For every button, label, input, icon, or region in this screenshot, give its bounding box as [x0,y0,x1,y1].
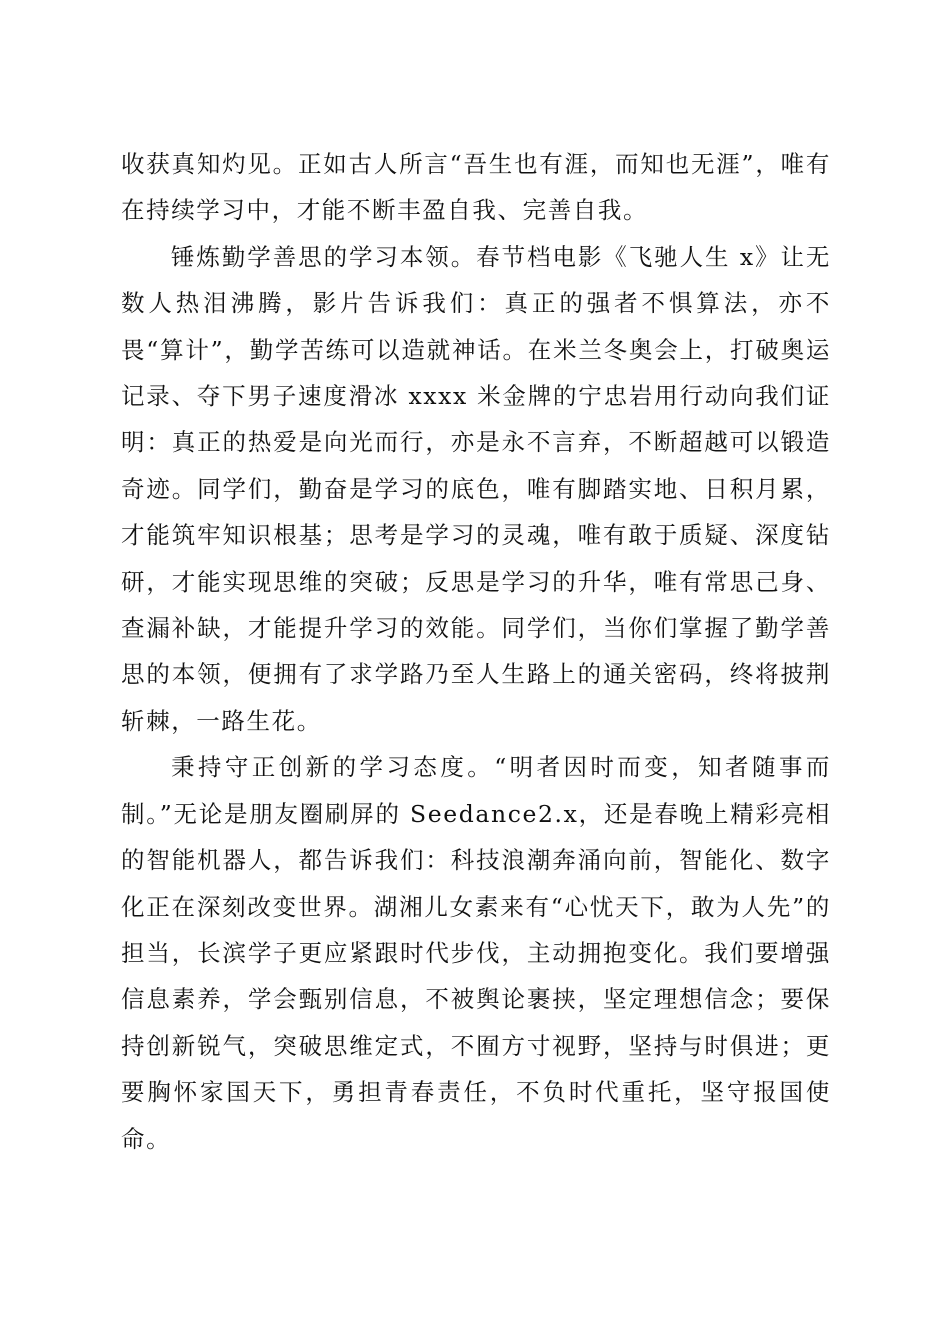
paragraph-1: 收获真知灼见。正如古人所言“吾生也有涯，而知也无涯”，唯有在持续学习中，才能不断丰盈自我、完善自我。 [121,150,831,225]
paragraph-2: 锤炼勤学善思的学习本领。春节档电影《飞驰人生 x》让无数人热泪沸腾，影片告诉我们：真正的强者不惧算法，亦不畏“算计”，勤学苦练可以造就神话。在米兰冬奥会上，打破奥运记录、夺下男子速度滑冰 xxxx 米金牌的宁忠岩用行动向我们证明：真正的热爱是向光而行，亦是永不言弃，不断超越可以锻造奇迹。同学们，勤奋是学习的底色，唯有脚踏实地、日积月累，才能筑牢知识根基；思考是学习的灵魂，唯有敢于质疑、深度钻研，才能实现思维的突破；反思是学习的升华，唯有常思己身、查漏补缺，才能提升学习的效能。同学们，当你们掌握了勤学善思的本领，便拥有了求学路乃至人生路上的通关密码，终将披荆斩棘，一路生花。 [121,242,831,735]
document-body [121,141,831,1162]
paragraph-3: 秉持守正创新的学习态度。“明者因时而变，知者随事而制。”无论是朋友圈刷屏的 Seedance2.x，还是春晚上精彩亮相的智能机器人，都告诉我们：科技浪潮奔涌向前，智能化、数字化正在深刻改变世界。湖湘儿女素来有“心忧天下，敢为人先”的担当，长滨学子更应紧跟时代步伐，主动拥抱变化。我们要增强信息素养，学会甄别信息，不被舆论裹挟，坚定理想信念；要保持创新锐气，突破思维定式，不囿方寸视野，坚持与时俱进；更要胸怀家国天下，勇担青春责任，不负时代重托，坚守报国使命。 [121,753,831,1153]
